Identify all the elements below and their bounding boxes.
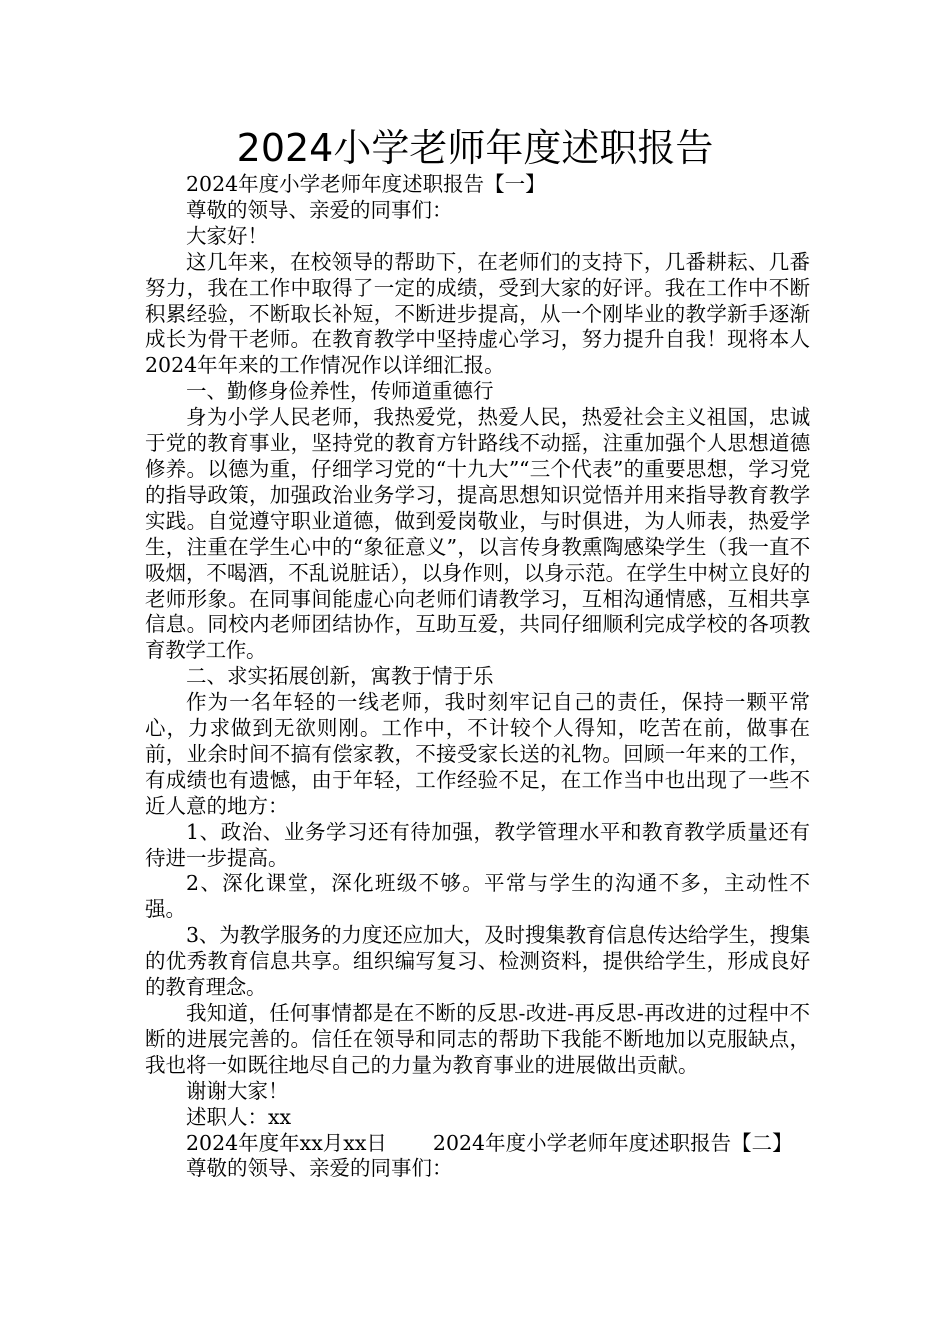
section-heading-1: 2024年度小学老师年度述职报告【一】 (186, 172, 546, 196)
closing-paragraph: 我知道，任何事情都是在不断的反思-改进-再反思-再改进的过程中不断的进展完善的。信任在领导和同志的帮助下我能不断地加以克服缺点，我也将一如既往地尽自己的力量为教育事业的进展做出贡献。 (145, 1001, 810, 1077)
greeting: 大家好！ (186, 223, 268, 248)
salutation-2: 尊敬的领导、亲爱的同事们： (186, 1156, 453, 1181)
date-line: 2024年度年xx月xx日 (186, 1130, 387, 1155)
list-item-2: 2、深化课堂，深化班级不够。平常与学生的沟通不多，主动性不强。 (145, 871, 810, 922)
subheading-2: 二、求实拓展创新，寓教于情于乐 (186, 664, 494, 689)
list-item-3: 3、为教学服务的力度还应加大，及时搜集教育信息传达给学生，搜集的优秀教育信息共享。组织编写复习、检测资料，提供给学生，形成良好的教育理念。 (145, 923, 810, 1000)
section-heading-2: 2024年度小学老师年度述职报告【二】 (432, 1130, 793, 1155)
paragraph-work: 作为一名年轻的一线老师，我时刻牢记自己的责任，保持一颗平常心，力求做到无欲则刚。工作中，不计较个人得知，吃苦在前，做事在前，业余时间不搞有偿家教，不接受家长送的礼物。回顾一年来的工作，有成绩也有遗憾，由于年轻，工作经验不足，在工作当中也出现了一些不近人意的地方： (145, 690, 810, 818)
intro-paragraph: 这几年来，在校领导的帮助下，在老师们的支持下，几番耕耘、几番努力，我在工作中取得了一定的成绩，受到大家的好评。我在工作中不断积累经验，不断取长补短，不断进步提高，从一个刚毕业的教学新手逐渐成长为骨干老师。在教育教学中坚持虚心学习，努力提升自我！现将本人2024年年来的工作情况作以详细汇报。 (145, 249, 810, 378)
signature-line: 述职人：xx (186, 1104, 292, 1129)
thanks-line: 谢谢大家！ (186, 1078, 289, 1103)
paragraph-ethics: 身为小学人民老师，我热爱党，热爱人民，热爱社会主义祖国，忠诚于党的教育事业，坚持党的教育方针路线不动摇，注重加强个人思想道德修养。以德为重，仔细学习党的“十九大”“三个代表”的重要思想，学习党的指导政策，加强政治业务学习，提高思想知识觉悟并用来指导教育教学实践。自觉遵守职业道德，做到爱岗敬业，与时俱进，为人师表，热爱学生，注重在学生心中的“象征意义”，以言传身教熏陶感染学生（我一直不吸烟，不喝酒，不乱说脏话），以身作则，以身示范。在学生中树立良好的老师形象。在同事间能虚心向老师们请教学习，互相沟通情感，互相共享信息。同校内老师团结协作，互助互爱，共同仔细顺利完成学校的各项教育教学工作。 (145, 405, 810, 663)
date-and-next-heading (145, 1131, 810, 1157)
list-item-1: 1、政治、业务学习还有待加强，教学管理水平和教育教学质量还有待进一步提高。 (145, 819, 810, 870)
document-body (145, 172, 810, 1182)
salutation: 尊敬的领导、亲爱的同事们： (186, 197, 453, 222)
subheading-1: 一、勤修身俭养性，传师道重德行 (186, 379, 494, 404)
document-title: 2024小学老师年度述职报告 (236, 126, 714, 170)
